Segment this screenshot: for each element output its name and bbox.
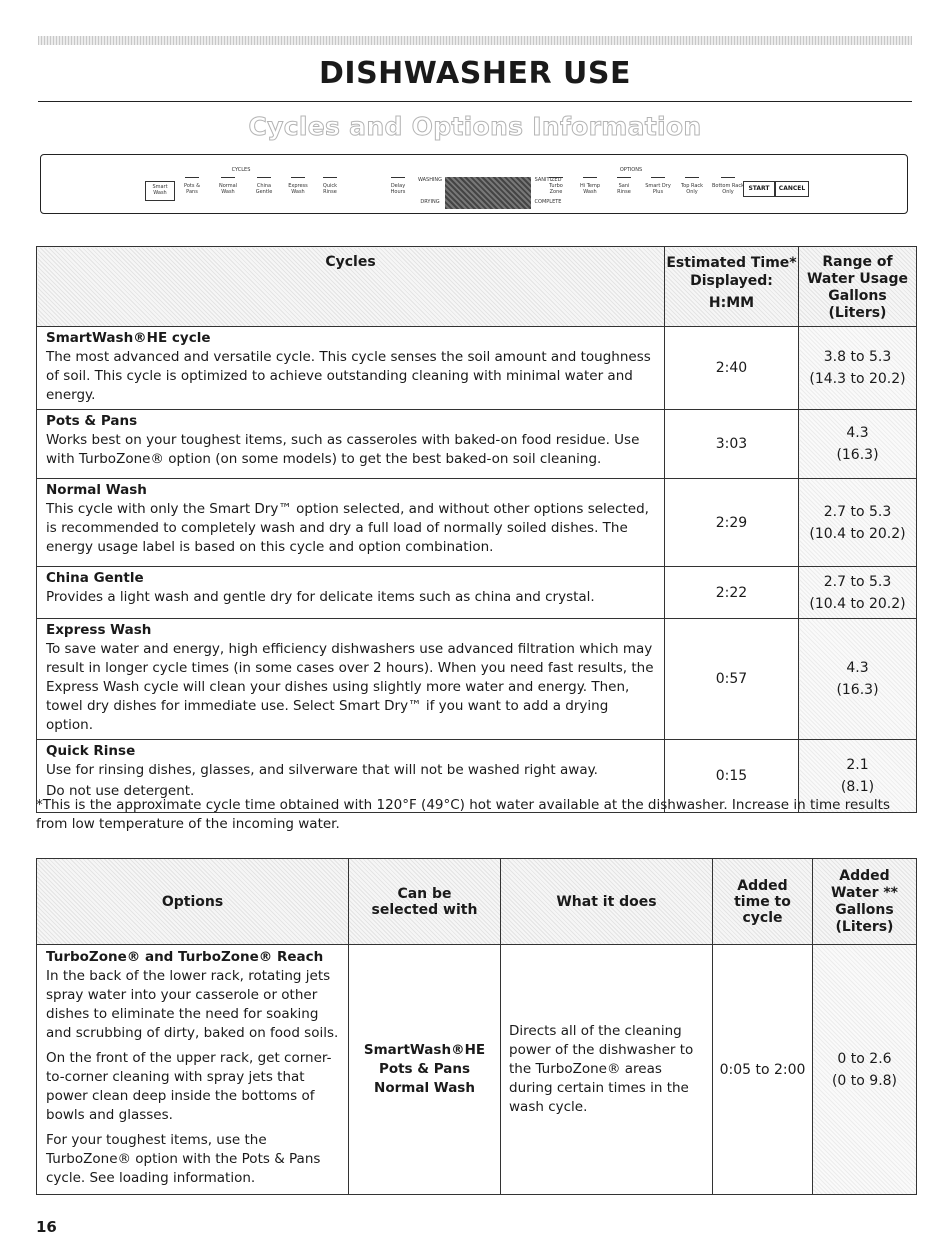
complete-status: COMPLETE bbox=[534, 199, 562, 205]
options-table bbox=[36, 858, 917, 1195]
cycle-description: To save water and energy, high efficiency dishwashers use advanced filtration which may result in longer cycle times (in some cases over 2 hours). When you need fast results, the Express Wash cycle will clean your dishes using slightly more water and energy. Then, towel dry dishes for immediate use. Select Smart Dry™ if you want to add a drying option. bbox=[46, 641, 654, 733]
water-header: Range of Water Usage Gallons (Liters) bbox=[799, 247, 917, 327]
added-water-header: Added Water ** Gallons (Liters) bbox=[813, 859, 917, 945]
cycle-description: Provides a light wash and gentle dry for delicate items such as china and crystal. bbox=[46, 589, 595, 605]
page-number: 16 bbox=[36, 1218, 57, 1236]
smart-dry-plus-button: Smart Dry Plus bbox=[645, 183, 671, 195]
time-header: Estimated Time* Displayed: H:MM bbox=[665, 247, 799, 327]
hi-temp-wash-button: Hi Temp Wash bbox=[579, 183, 601, 195]
table-row bbox=[37, 619, 917, 740]
cycle-time: 2:22 bbox=[665, 567, 799, 619]
turbo-zone-button: Turbo Zone bbox=[549, 183, 563, 195]
cycle-description: The most advanced and versatile cycle. This cycle senses the soil amount and toughness of soil. This cycle is optimized to achieve outstanding cleaning with minimal water and energy. bbox=[46, 349, 651, 403]
cycle-water: 2.7 to 5.3 (10.4 to 20.2) bbox=[799, 479, 917, 567]
option-description: In the back of the lower rack, rotating jets spray water into your casserole or other dishes to eliminate the need for soaking and scrubbing of dirty, baked on food soils. bbox=[46, 968, 339, 1041]
table-row bbox=[37, 327, 917, 410]
panel-display bbox=[445, 177, 531, 209]
cycle-description: Works best on your toughest items, such as casseroles with baked-on food residue. Use with TurboZone® option (on some models) to get the best baked-on soil cleaning. bbox=[46, 432, 640, 467]
option-description: For your toughest items, use the TurboZone® option with the Pots & Pans cycle. See loading information. bbox=[46, 1132, 321, 1186]
cycle-cell bbox=[37, 410, 665, 479]
china-gentle-button: China Gentle bbox=[255, 183, 273, 195]
page-title: DISHWASHER USE bbox=[319, 56, 631, 91]
option-added-water: 0 to 2.6 (0 to 9.8) bbox=[813, 945, 917, 1195]
cycle-water: 4.3 (16.3) bbox=[799, 619, 917, 740]
cycle-time: 2:29 bbox=[665, 479, 799, 567]
cycles-table-header bbox=[37, 247, 917, 327]
cycle-time: 2:40 bbox=[665, 327, 799, 410]
start-button: START bbox=[743, 181, 775, 197]
drying-status: DRYING bbox=[420, 199, 440, 205]
cancel-button: CANCEL bbox=[775, 181, 809, 197]
added-time-header: Added time to cycle bbox=[713, 859, 813, 945]
option-what-it-does: Directs all of the cleaning power of the dishwasher to the TurboZone® areas during certain times in the wash cycle. bbox=[501, 945, 713, 1195]
cycle-time: 0:15 bbox=[665, 740, 799, 813]
control-panel-illustration bbox=[40, 154, 908, 214]
cycles-panel-label: CYCLES bbox=[231, 167, 251, 173]
cycle-water: 4.3 (16.3) bbox=[799, 410, 917, 479]
sanitized-status: SANITIZED bbox=[534, 177, 562, 183]
cycle-name: Pots & Pans bbox=[46, 413, 138, 429]
option-added-time: 0:05 to 2:00 bbox=[713, 945, 813, 1195]
cycle-name: China Gentle bbox=[46, 570, 144, 586]
top-decorative-bar bbox=[38, 36, 912, 45]
sani-rinse-button: Sani Rinse bbox=[617, 183, 631, 195]
top-rack-only-button: Top Rack Only bbox=[680, 183, 704, 195]
table-row bbox=[37, 479, 917, 567]
normal-wash-button: Normal Wash bbox=[218, 183, 238, 195]
selected-with-header: Can be selected with bbox=[349, 859, 501, 945]
option-cell bbox=[37, 945, 349, 1195]
washing-status: WASHING bbox=[417, 177, 443, 183]
cycle-name: Normal Wash bbox=[46, 482, 147, 498]
smart-wash-button: Smart Wash bbox=[145, 181, 175, 201]
table-row bbox=[37, 945, 917, 1195]
cycle-time: 0:57 bbox=[665, 619, 799, 740]
cycle-name: SmartWash®HE cycle bbox=[46, 330, 211, 346]
cycle-time: 3:03 bbox=[665, 410, 799, 479]
option-selected-with: SmartWash®HE Pots & Pans Normal Wash bbox=[349, 945, 501, 1195]
pots-pans-button: Pots & Pans bbox=[184, 183, 200, 195]
cycle-cell bbox=[37, 327, 665, 410]
title-divider bbox=[38, 101, 912, 102]
cycle-name: Express Wash bbox=[46, 622, 152, 638]
option-name: TurboZone® and TurboZone® Reach bbox=[46, 949, 324, 965]
cycle-name: Quick Rinse bbox=[46, 743, 136, 759]
options-header: Options bbox=[37, 859, 349, 945]
options-panel-label: OPTIONS bbox=[619, 167, 643, 173]
table-row bbox=[37, 410, 917, 479]
cycle-water: 2.7 to 5.3 (10.4 to 20.2) bbox=[799, 567, 917, 619]
cycle-water: 3.8 to 5.3 (14.3 to 20.2) bbox=[799, 327, 917, 410]
cycle-cell bbox=[37, 619, 665, 740]
page-subtitle: Cycles and Options Information bbox=[248, 112, 702, 141]
express-wash-button: Express Wash bbox=[288, 183, 308, 195]
quick-rinse-button: Quick Rinse bbox=[322, 183, 338, 195]
cycle-cell bbox=[37, 567, 665, 619]
option-description: On the front of the upper rack, get corner-to-corner cleaning with spray jets that power clean deep inside the bottoms of bowls and glasses. bbox=[46, 1050, 332, 1123]
cycle-description-note: Do not use detergent. bbox=[46, 783, 195, 799]
cycles-header: Cycles bbox=[37, 247, 665, 327]
options-table-header bbox=[37, 859, 917, 945]
what-it-does-header: What it does bbox=[501, 859, 713, 945]
table-row bbox=[37, 567, 917, 619]
cycles-table bbox=[36, 246, 917, 813]
bottom-rack-only-button: Bottom Rack Only bbox=[711, 183, 744, 195]
footnote: *This is the approximate cycle time obtained with 120°F (49°C) hot water available at the dishwasher. Increase in time results from low temperature of the incoming water. bbox=[36, 797, 890, 832]
cycle-water: 2.1 (8.1) bbox=[799, 740, 917, 813]
cycle-cell bbox=[37, 479, 665, 567]
cycle-description: Use for rinsing dishes, glasses, and silverware that will not be washed right away. bbox=[46, 762, 598, 778]
delay-hours-button: Delay Hours bbox=[390, 183, 406, 195]
cycle-description: This cycle with only the Smart Dry™ option selected, and without other options selected, is recommended to completely wash and dry a full load of normally soiled dishes. The energy usage label is based on this cycle and option combination. bbox=[46, 501, 649, 555]
